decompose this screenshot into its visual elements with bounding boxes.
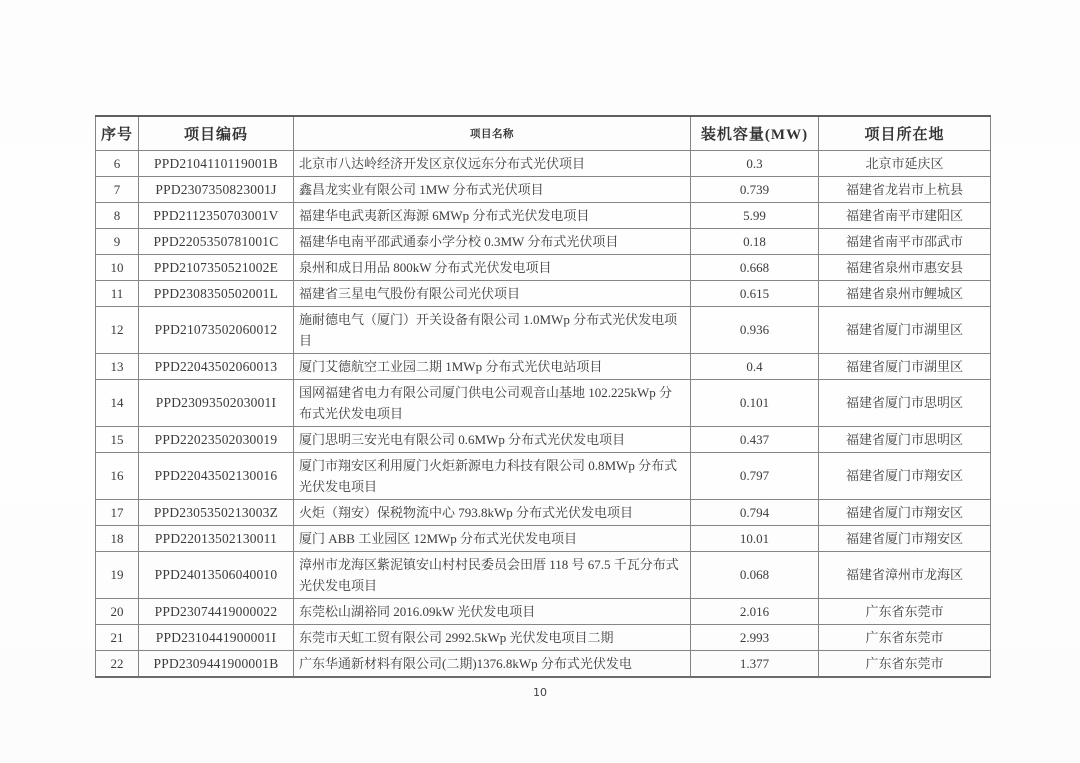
- project-name-cell: 厦门市翔安区利用厦门火炬新源电力科技有限公司 0.8MWp 分布式光伏发电项目: [294, 453, 691, 500]
- table-row: [96, 427, 991, 453]
- location-cell: 福建省漳州市龙海区: [819, 552, 991, 599]
- table-row: [96, 380, 991, 427]
- project-code-cell: PPD2305350213003Z: [139, 500, 294, 526]
- project-code-cell: PPD2307350823001J: [139, 177, 294, 203]
- serial-number-cell: 8: [96, 203, 139, 229]
- serial-number-cell: 14: [96, 380, 139, 427]
- header-project-location: 项目所在地: [819, 116, 991, 151]
- project-name-cell: 福建华电南平邵武通泰小学分校 0.3MW 分布式光伏项目: [294, 229, 691, 255]
- location-cell: 福建省厦门市翔安区: [819, 526, 991, 552]
- serial-number-cell: 10: [96, 255, 139, 281]
- serial-number-cell: 18: [96, 526, 139, 552]
- table-row: [96, 151, 991, 177]
- table-row: [96, 177, 991, 203]
- serial-number-cell: 19: [96, 552, 139, 599]
- project-name-cell: 泉州和成日用品 800kW 分布式光伏发电项目: [294, 255, 691, 281]
- project-name-cell: 福建华电武夷新区海源 6MWp 分布式光伏发电项目: [294, 203, 691, 229]
- serial-number-cell: 16: [96, 453, 139, 500]
- project-code-cell: PPD2205350781001C: [139, 229, 294, 255]
- capacity-cell: 2.993: [691, 625, 819, 651]
- capacity-cell: 5.99: [691, 203, 819, 229]
- project-code-cell: PPD2107350521002E: [139, 255, 294, 281]
- capacity-cell: 2.016: [691, 599, 819, 625]
- serial-number-cell: 17: [96, 500, 139, 526]
- capacity-cell: 0.797: [691, 453, 819, 500]
- capacity-cell: 0.615: [691, 281, 819, 307]
- project-name-cell: 广东华通新材料有限公司(二期)1376.8kWp 分布式光伏发电: [294, 651, 691, 678]
- project-name-cell: 厦门艾德航空工业园二期 1MWp 分布式光伏电站项目: [294, 354, 691, 380]
- project-code-cell: PPD2309350203001I: [139, 380, 294, 427]
- capacity-cell: 0.068: [691, 552, 819, 599]
- location-cell: 广东省东莞市: [819, 599, 991, 625]
- project-name-cell: 厦门 ABB 工业园区 12MWp 分布式光伏发电项目: [294, 526, 691, 552]
- location-cell: 福建省泉州市惠安县: [819, 255, 991, 281]
- project-code-cell: PPD2112350703001V: [139, 203, 294, 229]
- location-cell: 福建省厦门市湖里区: [819, 307, 991, 354]
- location-cell: 福建省厦门市湖里区: [819, 354, 991, 380]
- serial-number-cell: 15: [96, 427, 139, 453]
- header-project-name: 项目名称: [294, 116, 691, 151]
- location-cell: 福建省龙岩市上杭县: [819, 177, 991, 203]
- serial-number-cell: 12: [96, 307, 139, 354]
- project-code-cell: PPD22013502130011: [139, 526, 294, 552]
- table-row: [96, 651, 991, 678]
- capacity-cell: 0.936: [691, 307, 819, 354]
- project-code-cell: PPD23074419000022: [139, 599, 294, 625]
- table-row: [96, 255, 991, 281]
- table-row: [96, 526, 991, 552]
- pv-projects-table: [95, 115, 991, 678]
- table-row: [96, 500, 991, 526]
- serial-number-cell: 21: [96, 625, 139, 651]
- project-code-cell: PPD2310441900001I: [139, 625, 294, 651]
- header-installed-capacity: 装机容量(MW): [691, 116, 819, 151]
- project-name-cell: 施耐德电气（厦门）开关设备有限公司 1.0MWp 分布式光伏发电项目: [294, 307, 691, 354]
- capacity-cell: 0.437: [691, 427, 819, 453]
- project-name-cell: 鑫昌龙实业有限公司 1MW 分布式光伏项目: [294, 177, 691, 203]
- capacity-cell: 0.18: [691, 229, 819, 255]
- table-row: [96, 354, 991, 380]
- capacity-cell: 0.739: [691, 177, 819, 203]
- project-code-cell: PPD22043502060013: [139, 354, 294, 380]
- project-name-cell: 福建省三星电气股份有限公司光伏项目: [294, 281, 691, 307]
- capacity-cell: 0.3: [691, 151, 819, 177]
- serial-number-cell: 13: [96, 354, 139, 380]
- serial-number-cell: 9: [96, 229, 139, 255]
- location-cell: 福建省厦门市翔安区: [819, 453, 991, 500]
- project-name-cell: 厦门思明三安光电有限公司 0.6MWp 分布式光伏发电项目: [294, 427, 691, 453]
- serial-number-cell: 11: [96, 281, 139, 307]
- project-code-cell: PPD2309441900001B: [139, 651, 294, 678]
- table-row: [96, 552, 991, 599]
- project-code-cell: PPD22043502130016: [139, 453, 294, 500]
- location-cell: 福建省厦门市翔安区: [819, 500, 991, 526]
- serial-number-cell: 7: [96, 177, 139, 203]
- table-row: [96, 307, 991, 354]
- project-name-cell: 国网福建省电力有限公司厦门供电公司观音山基地 102.225kWp 分布式光伏发电项目: [294, 380, 691, 427]
- project-name-cell: 北京市八达岭经济开发区京仪远东分布式光伏项目: [294, 151, 691, 177]
- project-name-cell: 东莞松山湖裕同 2016.09kW 光伏发电项目: [294, 599, 691, 625]
- location-cell: 福建省泉州市鲤城区: [819, 281, 991, 307]
- table-header-row: [96, 116, 991, 151]
- project-code-cell: PPD24013506040010: [139, 552, 294, 599]
- table-row: [96, 453, 991, 500]
- project-name-cell: 漳州市龙海区紫泥镇安山村村民委员会田厝 118 号 67.5 千瓦分布式光伏发电项目: [294, 552, 691, 599]
- location-cell: 广东省东莞市: [819, 651, 991, 678]
- project-code-cell: PPD2308350502001L: [139, 281, 294, 307]
- header-project-code: 项目编码: [139, 116, 294, 151]
- project-name-cell: 火炬（翔安）保税物流中心 793.8kWp 分布式光伏发电项目: [294, 500, 691, 526]
- capacity-cell: 0.668: [691, 255, 819, 281]
- table-row: [96, 229, 991, 255]
- location-cell: 福建省厦门市思明区: [819, 380, 991, 427]
- table-row: [96, 599, 991, 625]
- serial-number-cell: 20: [96, 599, 139, 625]
- location-cell: 福建省厦门市思明区: [819, 427, 991, 453]
- capacity-cell: 0.4: [691, 354, 819, 380]
- location-cell: 广东省东莞市: [819, 625, 991, 651]
- table-row: [96, 203, 991, 229]
- header-serial-number: 序号: [96, 116, 139, 151]
- table-body: [96, 151, 991, 678]
- project-code-cell: PPD21073502060012: [139, 307, 294, 354]
- location-cell: 福建省南平市建阳区: [819, 203, 991, 229]
- page-number: 10: [533, 686, 547, 699]
- capacity-cell: 1.377: [691, 651, 819, 678]
- table-row: [96, 281, 991, 307]
- serial-number-cell: 6: [96, 151, 139, 177]
- serial-number-cell: 22: [96, 651, 139, 678]
- project-code-cell: PPD22023502030019: [139, 427, 294, 453]
- capacity-cell: 0.101: [691, 380, 819, 427]
- location-cell: 北京市延庆区: [819, 151, 991, 177]
- project-name-cell: 东莞市天虹工贸有限公司 2992.5kWp 光伏发电项目二期: [294, 625, 691, 651]
- capacity-cell: 0.794: [691, 500, 819, 526]
- project-code-cell: PPD2104110119001B: [139, 151, 294, 177]
- capacity-cell: 10.01: [691, 526, 819, 552]
- table-row: [96, 625, 991, 651]
- location-cell: 福建省南平市邵武市: [819, 229, 991, 255]
